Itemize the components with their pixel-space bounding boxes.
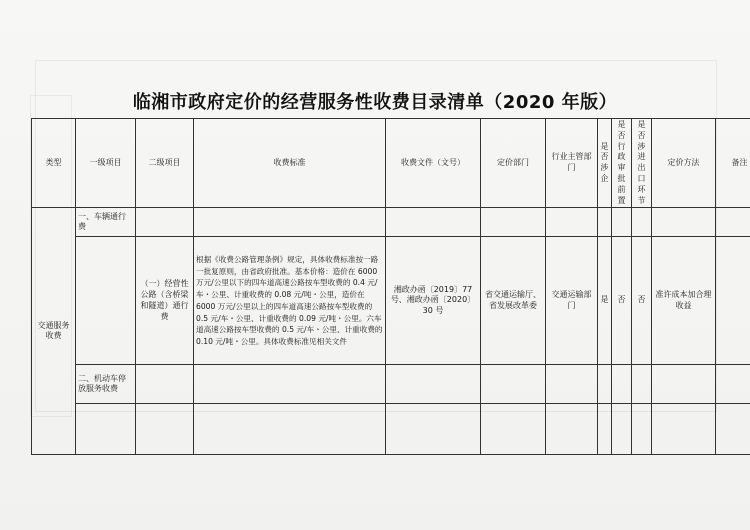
- empty-cell: [598, 365, 612, 404]
- empty-cell: [612, 208, 632, 237]
- table-row: [32, 208, 750, 237]
- industry-dept-cell: 交通运输部门: [546, 237, 598, 365]
- approval-cell: 否: [612, 237, 632, 365]
- header-type: 类型: [32, 119, 76, 208]
- empty-cell: [386, 365, 481, 404]
- level1-cell: 一、车辆通行费: [76, 208, 136, 237]
- table-row: [32, 365, 750, 404]
- empty-cell: [632, 208, 652, 237]
- empty-cell: [194, 208, 386, 237]
- header-row: [32, 119, 750, 208]
- empty-cell: [652, 365, 716, 404]
- empty-cell: [481, 404, 546, 455]
- table-row: [32, 404, 750, 455]
- method-cell: 准许成本加合理收益: [652, 237, 716, 365]
- empty-cell: [716, 208, 750, 237]
- empty-cell: [652, 208, 716, 237]
- header-document: 收费文件（文号）: [386, 119, 481, 208]
- empty-cell: [612, 404, 632, 455]
- header-level1: 一级项目: [76, 119, 136, 208]
- empty-cell: [386, 404, 481, 455]
- header-pricing-dept: 定价部门: [481, 119, 546, 208]
- empty-cell: [136, 404, 194, 455]
- header-remarks: 备注: [716, 119, 750, 208]
- empty-cell: [194, 365, 386, 404]
- empty-cell: [481, 208, 546, 237]
- empty-cell: [716, 404, 750, 455]
- level2-cell: （一）经营性公路（含桥梁和隧道）通行费: [136, 237, 194, 365]
- header-industry-dept: 行业主管部门: [546, 119, 598, 208]
- empty-cell: [136, 208, 194, 237]
- empty-cell: [652, 404, 716, 455]
- enterprise-cell: 是: [598, 237, 612, 365]
- level1-cell: 二、机动车停放服务收费: [76, 365, 136, 404]
- remarks-cell: [716, 237, 750, 365]
- header-standard: 收费标准: [194, 119, 386, 208]
- header-pricing-method: 定价方法: [652, 119, 716, 208]
- empty-cell: [598, 208, 612, 237]
- empty-cell: [632, 365, 652, 404]
- pricing-dept-cell: 省交通运输厅、省发展改革委: [481, 237, 546, 365]
- empty-cell: [136, 365, 194, 404]
- type-cell: 交通服务收费: [32, 208, 76, 455]
- fee-catalog-table: [31, 118, 750, 455]
- empty-cell: [76, 404, 136, 455]
- header-level2: 二级项目: [136, 119, 194, 208]
- empty-cell: [481, 365, 546, 404]
- empty-cell: [612, 365, 632, 404]
- page-title: 临湘市政府定价的经营服务性收费目录清单（2020 年版）: [132, 92, 618, 113]
- header-involves-enterprise: 是否涉企: [598, 119, 612, 208]
- document-cell: 湘政办函〔2019〕77 号、湘政办函〔2020〕30 号: [386, 237, 481, 365]
- empty-cell: [716, 365, 750, 404]
- empty-cell: [76, 237, 136, 365]
- table-row: [32, 237, 750, 365]
- empty-cell: [546, 365, 598, 404]
- header-import-export: 是否涉进出口环节: [632, 119, 652, 208]
- empty-cell: [194, 404, 386, 455]
- empty-cell: [386, 208, 481, 237]
- empty-cell: [546, 404, 598, 455]
- export-cell: 否: [632, 237, 652, 365]
- empty-cell: [546, 208, 598, 237]
- empty-cell: [598, 404, 612, 455]
- header-admin-approval: 是否行政审批前置: [612, 119, 632, 208]
- empty-cell: [632, 404, 652, 455]
- standard-cell: 根据《收费公路管理条例》规定，具体收费标准按一路一批复原则，由省政府批准。基本价格：造价在 6000 万元/公里以下的四车道高速公路按车型收费的 0.4 元/车・公里、计重收费的 0.08 元/吨・公里，造价在 6000 万元/公里以上的四车道高速公路按车型收费的 0.5 元/车・公里、计重收费的 0.09 元/吨・公里。六车道高速公路按车型收费的 0.5 元/车・公里、计重收费的 0.10 元/吨・公里。具体收费标准见相关文件: [194, 237, 386, 365]
